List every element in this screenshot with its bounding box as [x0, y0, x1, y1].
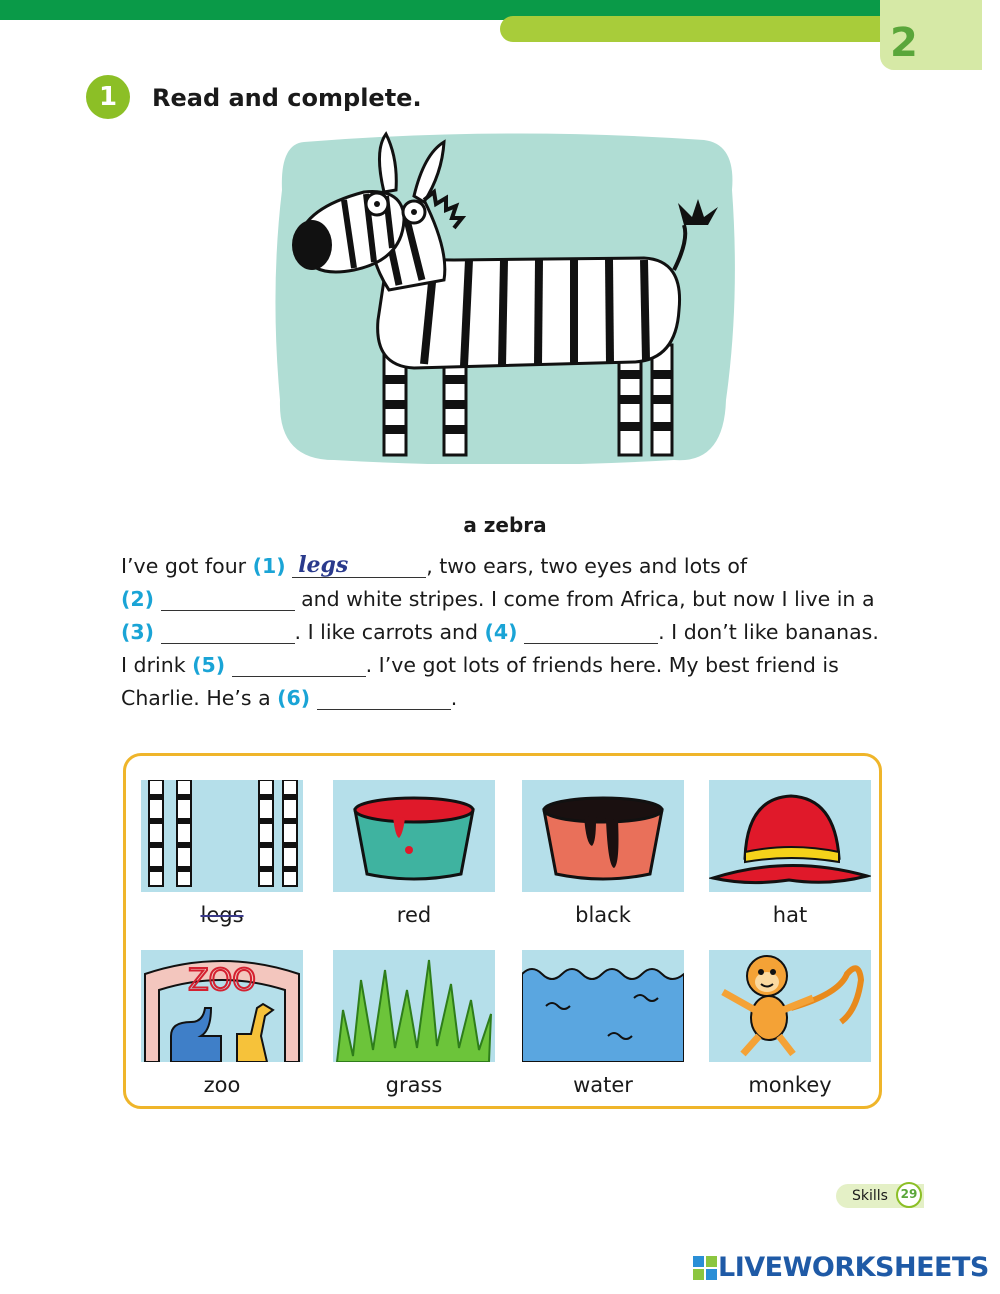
page-number: 29	[896, 1182, 922, 1208]
text-line	[121, 649, 901, 682]
word-label: water	[573, 1073, 633, 1097]
picture-caption: a zebra	[463, 513, 547, 537]
text-segment: .	[450, 686, 458, 710]
zoo-sign-icon	[141, 950, 303, 1062]
reading-text	[121, 550, 901, 715]
word-label: legs	[200, 903, 244, 927]
word-card-zoo	[141, 950, 303, 1100]
text-line	[121, 616, 901, 649]
blank-number: (5)	[192, 653, 226, 677]
exercise-number: 1	[86, 75, 130, 119]
black-paint-pot-icon	[522, 780, 684, 892]
text-segment: , two ears, two eyes and lots of	[426, 554, 748, 578]
word-label: black	[575, 903, 631, 927]
top-lime-bar	[500, 16, 890, 42]
blank-number: (3)	[121, 620, 155, 644]
red-paint-pot-icon	[333, 780, 495, 892]
text-line	[121, 583, 901, 616]
zebra-legs-icon	[141, 780, 303, 892]
answer-blank-2[interactable]	[161, 588, 295, 611]
text-segment: I drink	[121, 653, 193, 677]
word-label: grass	[385, 1073, 443, 1097]
svg-text:ZOO: ZOO	[188, 963, 256, 998]
blank-number: (6)	[277, 686, 311, 710]
answer-blank-6[interactable]	[317, 687, 451, 710]
word-card-black	[522, 780, 684, 930]
zebra-illustration	[274, 130, 736, 464]
monkey-icon	[709, 950, 871, 1062]
text-segment: and white stripes. I come from Africa, but now I live in a	[294, 587, 875, 611]
footer-section-label: Skills	[852, 1188, 888, 1204]
word-label: monkey	[748, 1073, 832, 1097]
text-segment: . I don’t like bananas.	[658, 620, 879, 644]
text-line	[121, 550, 901, 583]
text-segment: I’ve got four	[121, 554, 253, 578]
answer-blank-5[interactable]	[232, 654, 366, 677]
word-card-grass	[333, 950, 495, 1100]
word-label: zoo	[203, 1073, 241, 1097]
word-label: red	[396, 903, 432, 927]
liveworksheets-watermark: LIVEWORKSHEETS	[718, 1252, 989, 1283]
word-card-monkey	[709, 950, 871, 1100]
answer-blank-3[interactable]	[161, 621, 295, 644]
text-segment: Charlie. He’s a	[121, 686, 278, 710]
answer-text-1: legs	[298, 552, 349, 578]
text-segment: . I like carrots and	[294, 620, 485, 644]
blank-number: (1)	[252, 554, 286, 578]
text-line	[121, 682, 901, 715]
answer-blank-1[interactable]	[292, 552, 426, 578]
answer-blank-4[interactable]	[524, 621, 658, 644]
exercise-title: Read and complete.	[152, 84, 422, 112]
word-label: hat	[772, 903, 808, 927]
water-icon	[522, 950, 684, 1062]
blank-number: (4)	[484, 620, 518, 644]
red-hat-icon	[709, 780, 871, 892]
word-card-red	[333, 780, 495, 930]
blank-number: (2)	[121, 587, 155, 611]
grass-icon	[333, 950, 495, 1062]
text-segment: . I’ve got lots of friends here. My best friend is	[365, 653, 839, 677]
liveworksheets-logo-icon	[693, 1256, 717, 1280]
word-card-hat	[709, 780, 871, 930]
unit-number: 2	[890, 20, 918, 66]
word-card-legs	[141, 780, 303, 930]
word-card-water	[522, 950, 684, 1100]
